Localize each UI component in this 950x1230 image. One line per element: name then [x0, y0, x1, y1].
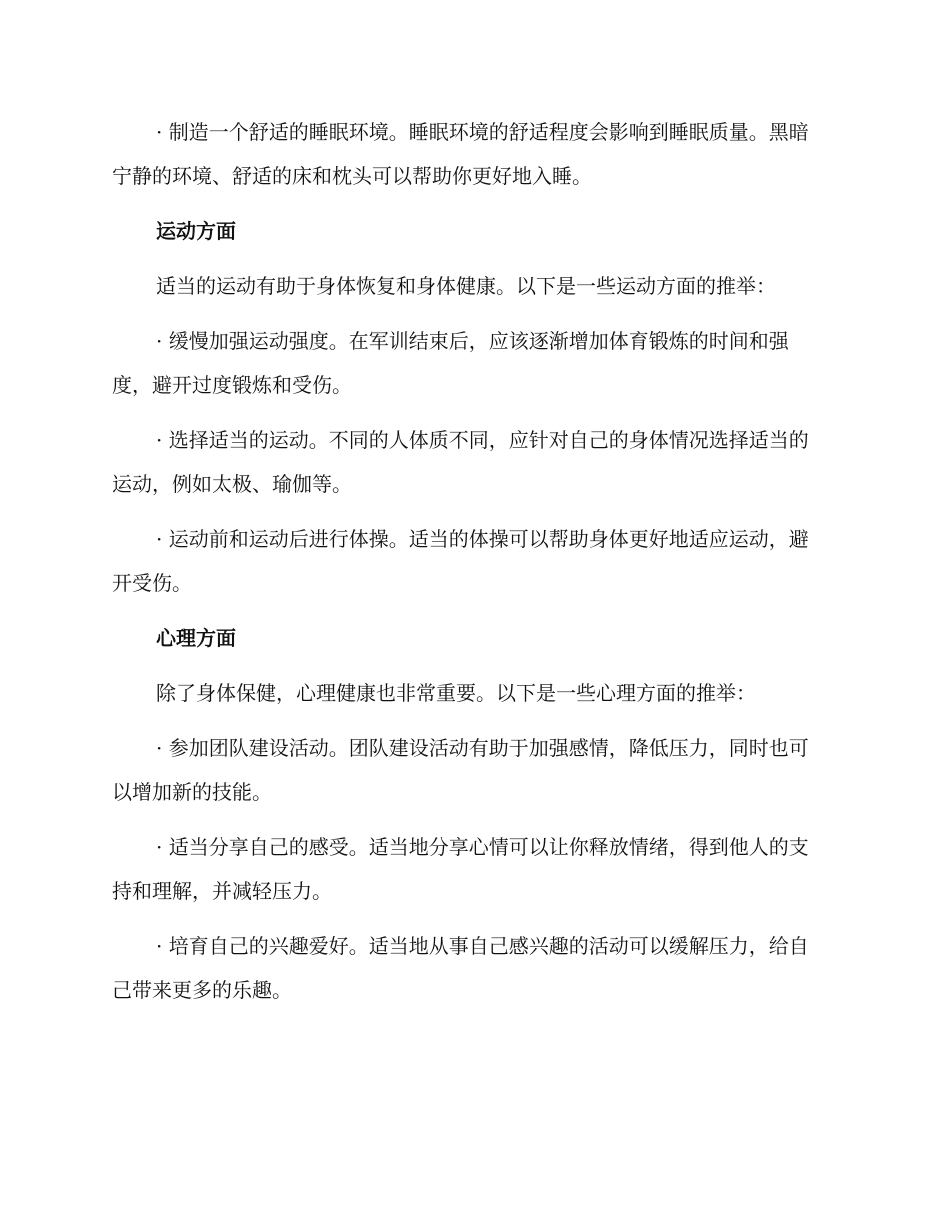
- section-heading-exercise: 运动方面: [156, 219, 236, 243]
- bullet-warmup-exercise: · 运动前和运动后进行体操。适当的体操可以帮助身体更好地适应运动，避开受伤。: [112, 527, 809, 595]
- bullet-share-feelings: · 适当分享自己的感受。适当地分享心情可以让你释放情绪，得到他人的支持和理解，并减轻压力。: [112, 835, 809, 903]
- psychology-intro-paragraph: 除了身体保健，心理健康也非常重要。以下是一些心理方面的推举：: [156, 681, 756, 705]
- document-page: [112, 110, 824, 1023]
- bullet-choose-exercise: · 选择适当的运动。不同的人体质不同，应针对自己的身体情况选择适当的运动，例如太极、瑜伽等。: [112, 428, 809, 496]
- bullet-gradual-intensity: · 缓慢加强运动强度。在军训结束后，应该逐渐增加体育锻炼的时间和强度，避开过度锻炼和受伤。: [112, 329, 789, 397]
- exercise-intro-paragraph: 适当的运动有助于身体恢复和身体健康。以下是一些运动方面的推举：: [156, 274, 776, 298]
- section-heading-psychology: 心理方面: [156, 626, 236, 650]
- bullet-team-building: · 参加团队建设活动。团队建设活动有助于加强感情，降低压力，同时也可以增加新的技能。: [112, 736, 809, 804]
- bullet-sleep-environment: · 制造一个舒适的睡眠环境。睡眠环境的舒适程度会影响到睡眠质量。黑暗宁静的环境、舒适的床和枕头可以帮助你更好地入睡。: [112, 120, 809, 188]
- bullet-hobbies: · 培育自己的兴趣爱好。适当地从事自己感兴趣的活动可以缓解压力，给自己带来更多的乐趣。: [112, 934, 809, 1002]
